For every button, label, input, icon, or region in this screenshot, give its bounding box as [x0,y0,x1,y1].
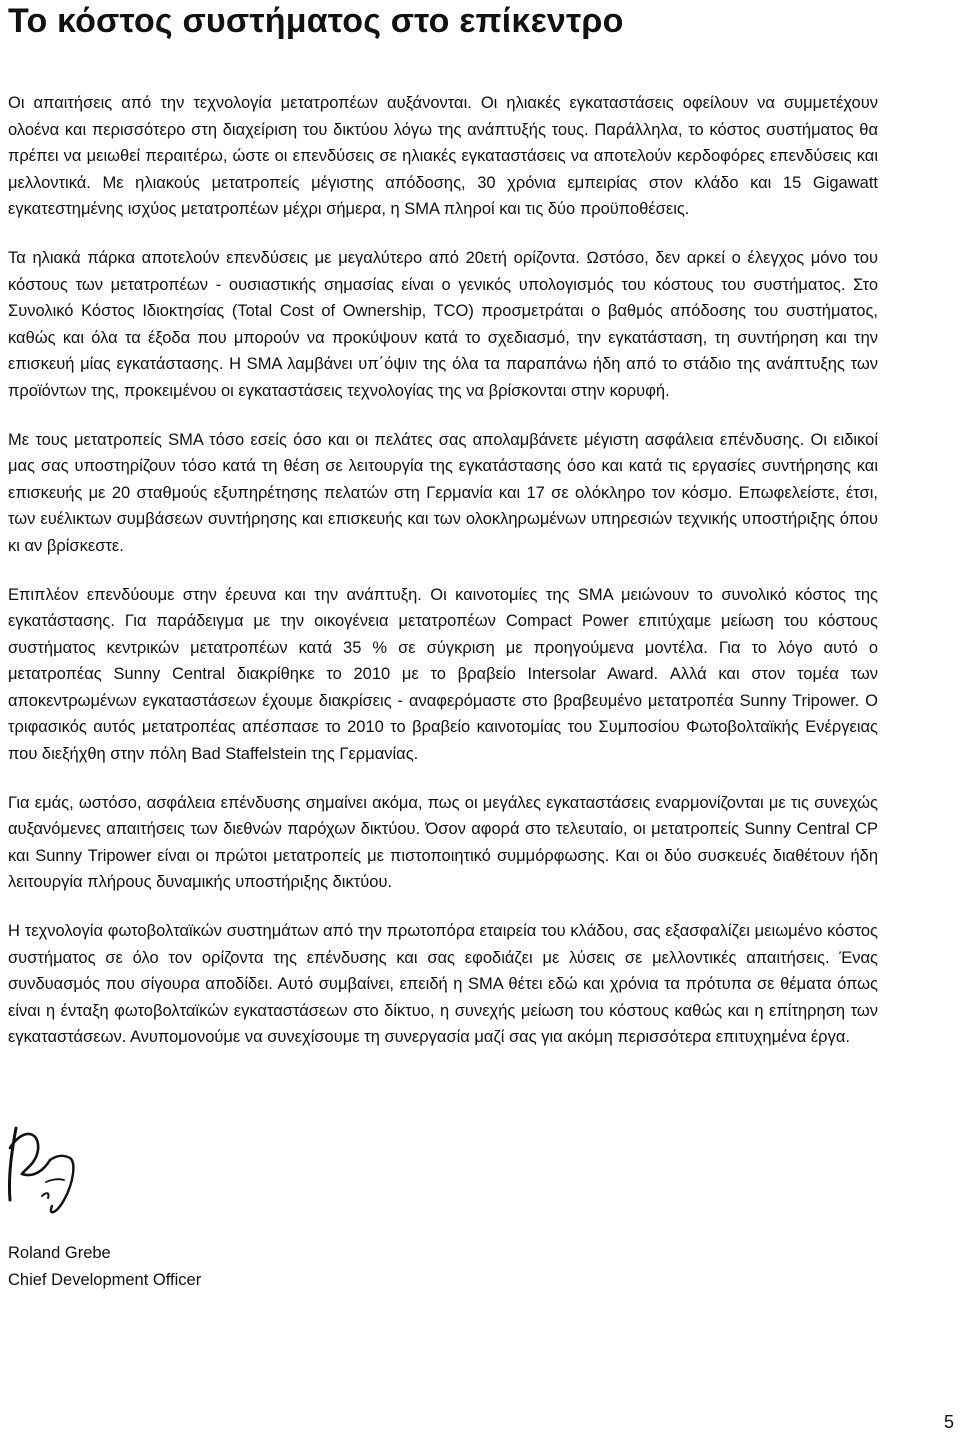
paragraph-grid: Για εμάς, ωστόσο, ασφάλεια επένδυσης σημαίνει ακόμα, πως οι μεγάλες εγκαταστάσεις εναρμονίζονται με τις συνεχώς αυξανόμενες απαιτήσεις των διεθνών παρόχων δικτύου. Όσον αφορά στο τελευταίο, οι μετατροπείς Sunny Central CP και Sunny Tripower είναι οι πρώτοι μετατροπείς με πιστοποιητικό συμμόρφωσης. Και οι δύο συσκευές διαθέτουν ήδη λειτουργία πλήρους δυναμικής υποστήριξης δικτύου. [8,793,878,892]
article-body [8,90,878,1073]
signer-role: Chief Development Officer [8,1271,202,1289]
paragraph-intro: Οι απαιτήσεις από την τεχνολογία μετατροπέων αυξάνονται. Οι ηλιακές εγκαταστάσεις οφείλουν να συμμετέχουν ολοένα και περισσότερο στη διαχείριση του δικτύου λόγω της ανάπτυξής τους. Παράλληλα, το κόστος συστήματος θα πρέπει να μειωθεί περαιτέρω, ώστε οι επενδύσεις σε ηλιακές εγκαταστάσεις να αποτελούν κερδοφόρες επενδύσεις και μελλοντικά. Με ηλιακούς μετατροπείς μέγιστης απόδοσης, 30 χρόνια εμπειρίας στον κλάδο και 15 Gigawatt εγκατεστημένης ισχύος μετατροπέων μέχρι σήμερα, η SMA πληροί και τις δύο προϋποθέσεις. [8,94,878,219]
signer-name: Roland Grebe [8,1244,111,1262]
paragraph-service: Με τους μετατροπείς SMA τόσο εσείς όσο και οι πελάτες σας απολαμβάνετε μέγιστη ασφάλεια επένδυσης. Οι ειδικοί μας σας υποστηρίζουν τόσο κατά τη θέση σε λειτουργία της εγκατάστασης όσο και κατά τις εργασίες συντήρησης και επισκευής με 20 σταθμούς εξυπηρέτησης πελατών στη Γερμανία και 17 σε ολόκληρο τον κόσμο. Επωφελείστε, έτσι, των ευέλικτων συμβάσεων συντήρησης και επισκευής και των ολοκληρωμένων υπηρεσιών τεχνικής υποστήριξης όπου κι αν βρίσκεστε. [8,430,878,555]
handwritten-signature [4,1120,99,1220]
paragraph-innovation: Επιπλέον επενδύουμε στην έρευνα και την ανάπτυξη. Οι καινοτομίες της SMA μειώνουν το συνολικό κόστος της εγκατάστασης. Για παράδειγμα με την οικογένεια μετατροπέων Compact Power επιτύχαμε μείωση του κόστους συστήματος κεντρικών μετατροπέων κατά 35 % σε σύγκριση με προηγούμενα μοντέλα. Για το λόγο αυτό ο μετατροπέας Sunny Central διακρίθηκε το 2010 με το βραβείο Intersolar Award. Αλλά και στον τομέα των αποκεντρωμένων εγκαταστάσεων έχουμε διακρίσεις - αναφερόμαστε στο βραβευμένο μετατροπέα Sunny Tripower. Ο τριφασικός αυτός μετατροπέας απέσπασε το 2010 το βραβείο καινοτομίας του Συμποσίου Φωτοβολταϊκής Ενέργειας που διεξήχθη στην πόλη Bad Staffelstein της Γερμανίας. [8,585,878,764]
signature-block [8,1240,201,1294]
page-number: 5 [943,1412,954,1432]
paragraph-closing: Η τεχνολογία φωτοβολταϊκών συστημάτων από την πρωτοπόρα εταιρεία του κλάδου, σας εξασφαλίζει μειωμένο κόστος συστήματος σε όλο τον ορίζοντα της επένδυσης και σας εφοδιάζει με λύσεις σε μελλοντικές απαιτήσεις. Ένας συνδυασμός που σίγουρα αποδίδει. Αυτό συμβαίνει, επειδή η SMA θέτει εδώ και χρόνια τα πρότυπα σε θέματα όπως είναι η ένταξη φωτοβολταϊκών εγκαταστάσεων στο δίκτυο, η συνεχής μείωση του κόστους καθώς και η επίτηρηση των εγκαταστάσεων. Ανυπομονούμε να συνεχίσουμε τη συνεργασία μαζί σας για ακόμη περισσότερα επιτυχημένα έργα. [8,922,878,1047]
page-title: Το κόστος συστήματος στο επίκεντρο [8,2,624,40]
paragraph-tco: Τα ηλιακά πάρκα αποτελούν επενδύσεις με μεγαλύτερο από 20ετή ορίζοντα. Ωστόσο, δεν αρκεί ο έλεγχος μόνο του κόστους των μετατροπέων - ουσιαστικής σημασίας είναι ο γενικός υπολογισμός του κόστους του συστήματος. Στο Συνολικό Κόστος Ιδιοκτησίας (Total Cost of Ownership, TCO) προσμετράται ο βαθμός απόδοσης του συστήματος, καθώς και όλα τα έξοδα που μπορούν να προκύψουν κατά το σχεδιασμό, την εγκατάσταση, τη συντήρηση και την επισκευή μίας εγκατάστασης. Η SMA λαμβάνει υπ΄όψιν της όλα τα παραπάνω ήδη από το στάδιο της ανάπτυξης των προϊόντων της, προκειμένου οι εγκαταστάσεις τεχνολογίας της να βρίσκονται στην κορυφή. [8,248,878,400]
